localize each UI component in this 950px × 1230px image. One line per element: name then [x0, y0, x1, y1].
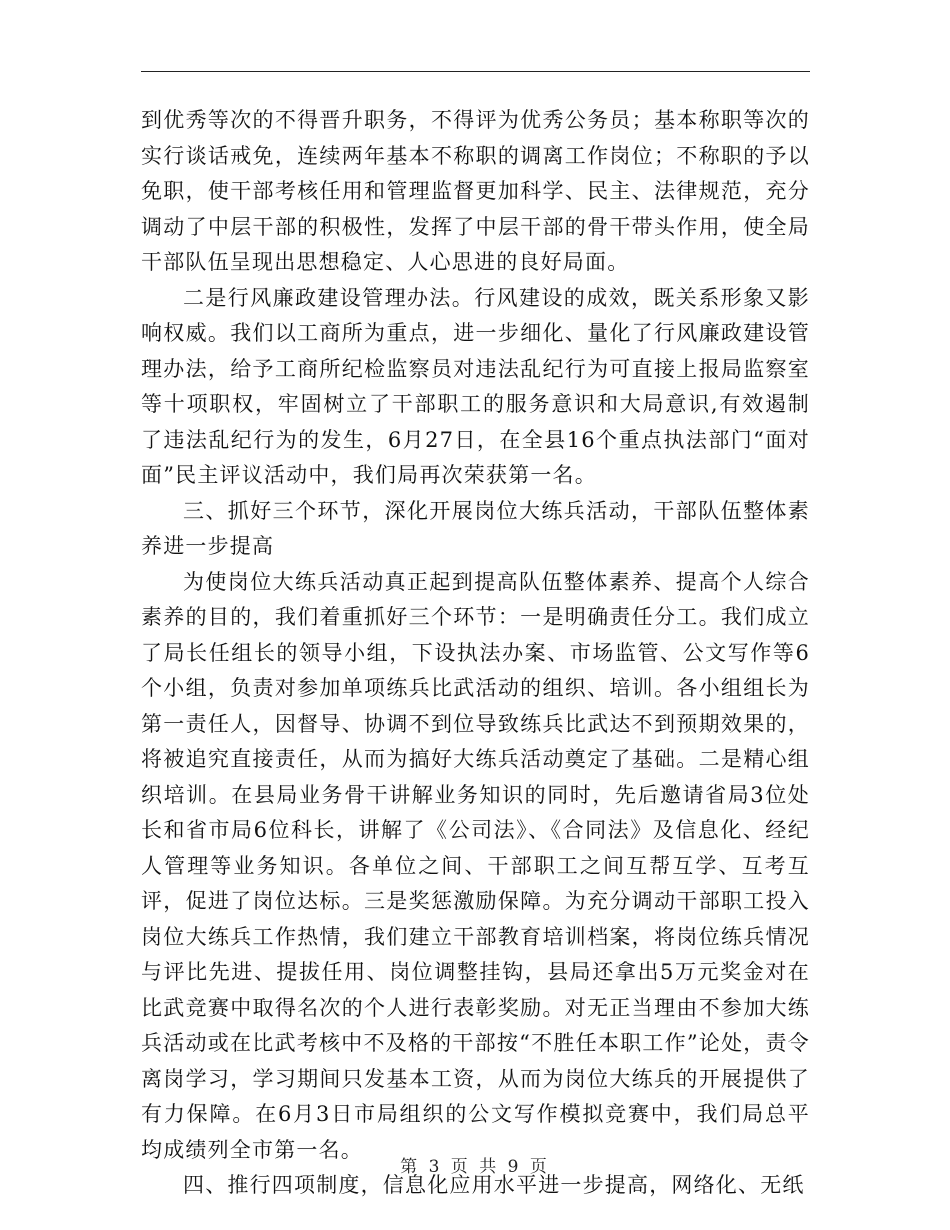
section-heading-4: 四、推行四项制度，信息化应用水平进一步提高，网络化、无纸	[183, 1173, 805, 1197]
page-number-footer: 第 3 页 共 9 页	[400, 1157, 550, 1177]
body-text	[141, 103, 810, 1204]
paragraph-4: 为使岗位大练兵活动真正起到提高队伍整体素养、提高个人综合素养的目的，我们着重抓好三个环节：一是明确责任分工。我们成立了局长任组长的领导小组，下设执法办案、市场监管、公文写作等6个小组，负责对参加单项练兵比武活动的组织、培训。各小组组长为第一责任人，因督导、协调不到位导致练兵比武达不到预期效果的，将被追究直接责任，从而为搞好大练兵活动奠定了基础。二是精心组织培训。在县局业务骨干讲解业务知识的同时，先后邀请省局3位处长和省市局6位科长，讲解了《公司法》、《合同法》及信息化、经纪人管理等业务知识。各单位之间、干部职工之间互帮互学、互考互评，促进了岗位达标。三是奖惩激励保障。为充分调动干部职工投入岗位大练兵工作热情，我们建立干部教育培训档案，将岗位练兵情况与评比先进、提拔任用、岗位调整挂钩，县局还拿出5万元奖金对在比武竞赛中取得名次的个人进行表彰奖励。对无正当理由不参加大练兵活动或在比武考核中不及格的干部按“不胜任本职工作”论处，责令离岗学习，学习期间只发基本工资，从而为岗位大练兵的开展提供了有力保障。在6月3日市局组织的公文写作模拟竞赛中，我们局总平均成绩列全市第一名。	[141, 569, 810, 1162]
header-rule	[141, 71, 810, 72]
section-heading-3: 三、抓好三个环节，深化开展岗位大练兵活动，干部队伍整体素养进一步提高	[141, 498, 810, 558]
paragraph-1: 到优秀等次的不得晋升职务，不得评为优秀公务员；基本称职等次的实行谈话戒免，连续两年基本不称职的调离工作岗位；不称职的予以免职，使干部考核任用和管理监督更加科学、民主、法律规范，充分调动了中层干部的积极性，发挥了中层干部的骨干带头作用，使全局干部队伍呈现出思想稳定、人心思进的良好局面。	[141, 108, 810, 274]
paragraph-2: 二是行风廉政建设管理办法。行风建设的成效，既关系形象又影响权威。我们以工商所为重点，进一步细化、量化了行风廉政建设管理办法，给予工商所纪检监察员对违法乱纪行为可直接上报局监察室等十项职权，牢固树立了干部职工的服务意识和大局意识,有效遏制了违法乱纪行为的发生，6月27日，在全县16个重点执法部门“面对面”民主评议活动中，我们局再次荣获第一名。	[141, 285, 810, 487]
